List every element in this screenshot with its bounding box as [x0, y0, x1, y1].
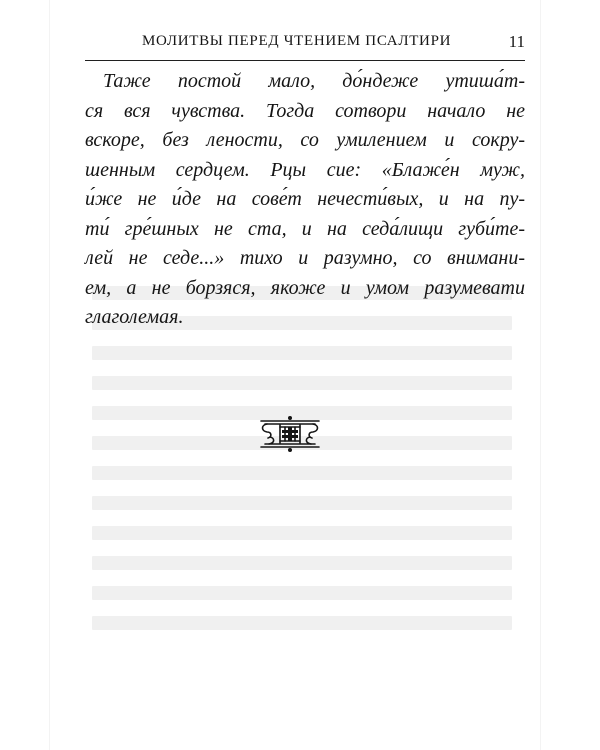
text-line: глаголемая. [85, 306, 184, 328]
text-line: шенным сердцем. Рцы сие: «Блаже́н муж, [85, 158, 525, 181]
prayer-paragraph [85, 67, 525, 333]
page-header [85, 33, 525, 57]
decorative-ornament-icon [258, 413, 322, 455]
text-line: ся вся чувства. Тогда сотвори начало не [85, 99, 525, 122]
text-line: Таже постой мало, до́ндеже утиша́т- [103, 70, 525, 92]
text-line: ем, а не борзяся, якоже и умом разумевати [85, 276, 525, 299]
header-rule [85, 60, 525, 61]
page-number: 11 [508, 32, 525, 51]
running-title: МОЛИТВЫ ПЕРЕД ЧТЕНИЕМ ПСАЛТИРИ [142, 33, 452, 49]
text-line: лей не седе...» тихо и разумно, со внимани- [85, 247, 525, 269]
text-line: и́же не и́де на сове́т нечести́вых, и на пу- [85, 188, 525, 210]
text-line: вскоре, без лености, со умилением и сокру- [85, 129, 525, 151]
text-line: ти́ гре́шных не ста, и на седа́лищи губи́те- [85, 217, 525, 240]
